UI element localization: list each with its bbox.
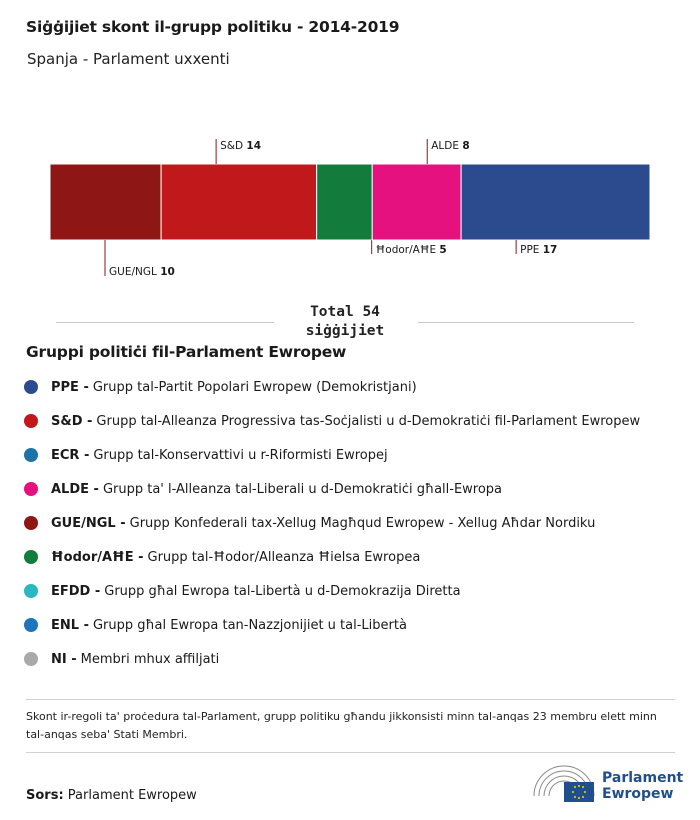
hemicycle-icon [530, 762, 600, 804]
legend-dot-icon [24, 550, 38, 564]
segment-label [376, 244, 447, 256]
legend-abbr: ALDE - [51, 481, 99, 497]
segment-value: 17 [542, 244, 558, 256]
segment-name: ALDE [431, 140, 463, 152]
segment-label [431, 140, 469, 152]
bar-segment [50, 164, 161, 240]
bar-segment [372, 164, 461, 240]
segment-value: 14 [246, 140, 262, 152]
legend-abbr: EFDD - [51, 583, 101, 599]
legend-item [24, 472, 684, 506]
legend-text: Grupp Konfederali tax-Xellug Magħqud Ewropew - Xellug Aħdar Nordiku [129, 515, 596, 531]
legend-dot-icon [24, 482, 38, 496]
total-unit: siġġijiet [305, 323, 385, 339]
parliament-logo [530, 762, 684, 804]
legend-text: Grupp għal Ewropa tan-Nazzjonijiet u tal-Libertà [92, 617, 407, 633]
logo-line-1: Parlament [602, 770, 684, 786]
legend-abbr: PPE - [51, 379, 89, 395]
legend-item [24, 574, 684, 608]
segment-name: GUE/NGL [109, 266, 161, 278]
legend-dot-icon [24, 618, 38, 632]
logo-text [602, 770, 683, 802]
footnote: Skont ir-regoli ta' proċedura tal-Parlament, grupp politiku għandu jikkonsisti minn tal-anqas 23 membru elett minn tal-anqas seba' Stati Membri. [26, 710, 657, 741]
legend-abbr: Ħodor/AĦE - [51, 549, 144, 565]
legend-text: Grupp għal Ewropa tal-Libertà u d-Demokrazija Diretta [104, 583, 461, 599]
note-divider-bottom [26, 752, 675, 753]
bar-segment [317, 164, 373, 240]
total-seats [56, 300, 634, 346]
legend-dot-icon [24, 584, 38, 598]
legend-dot-icon [24, 448, 38, 462]
legend-item [24, 438, 684, 472]
legend [24, 370, 684, 676]
bar-segment [161, 164, 317, 240]
segment-value: 5 [439, 244, 447, 256]
source-label: Sors: [26, 788, 64, 803]
segment-name: Ħodor/AĦE [375, 244, 440, 256]
bar-segment [461, 164, 650, 240]
chart-subtitle: Spanja - Parlament uxxenti [27, 50, 230, 68]
legend-text: Grupp ta' l-Alleanza tal-Liberali u d-Demokratiċi għall-Ewropa [102, 481, 503, 497]
legend-item [24, 540, 684, 574]
legend-dot-icon [24, 516, 38, 530]
legend-dot-icon [24, 380, 38, 394]
legend-abbr: ECR - [51, 447, 90, 463]
note-divider-top [26, 699, 675, 700]
segment-label [220, 140, 261, 152]
legend-item [24, 404, 684, 438]
source-value: Parlament Ewropew [67, 788, 197, 803]
legend-text: Grupp tal-Partit Popolari Ewropew (Demokristjani) [92, 379, 417, 395]
chart-title: Siġġijiet skont il-grupp politiku - 2014-2019 [26, 18, 400, 36]
segment-name: S&D [220, 140, 247, 152]
seat-bar-chart [0, 130, 700, 290]
segment-label [520, 244, 557, 256]
segment-value: 8 [462, 140, 470, 152]
legend-dot-icon [24, 652, 38, 666]
legend-dot-icon [24, 414, 38, 428]
total-count: Total 54 [310, 304, 380, 320]
legend-title: Gruppi politiċi fil-Parlament Ewropew [26, 343, 347, 361]
legend-item [24, 506, 684, 540]
segment-name: PPE [520, 244, 543, 256]
logo-line-2: Ewropew [602, 786, 674, 802]
total-label [56, 303, 634, 341]
legend-text: Grupp tal-Alleanza Progressiva tas-Soċjalisti u d-Demokratiċi fil-Parlament Ewropew [96, 413, 641, 429]
segment-value: 10 [160, 266, 175, 278]
legend-item [24, 370, 684, 404]
legend-text: Membri mhux affiljati [80, 651, 220, 667]
legend-abbr: ENL - [51, 617, 89, 633]
legend-abbr: GUE/NGL - [51, 515, 126, 531]
source [26, 788, 197, 803]
legend-text: Grupp tal-Konservattivi u r-Riformisti Ewropej [93, 447, 388, 463]
segment-label [109, 266, 175, 278]
legend-item [24, 642, 684, 676]
legend-abbr: NI - [51, 651, 77, 667]
legend-abbr: S&D - [51, 413, 93, 429]
legend-item [24, 608, 684, 642]
legend-text: Grupp tal-Ħodor/Alleanza Ħielsa Ewropea [147, 549, 421, 565]
